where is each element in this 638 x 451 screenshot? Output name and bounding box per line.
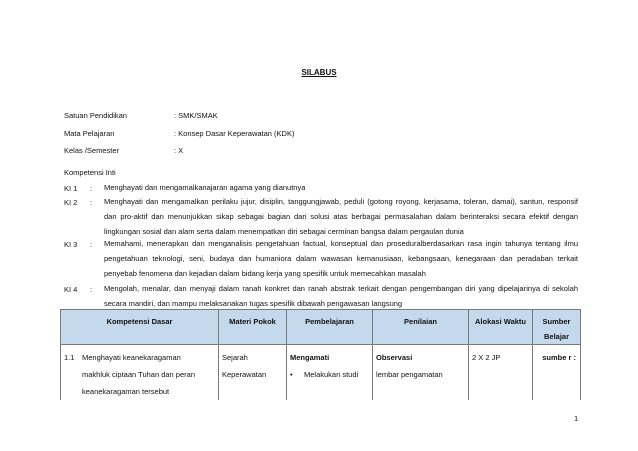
pembelajaran-list-item <box>290 366 369 383</box>
header-materi-pokok: Materi Pokok <box>219 310 287 345</box>
materi-text: Sejarah Keperawatan <box>222 353 267 379</box>
cell-materi-pokok <box>219 345 287 401</box>
ki-colon: : <box>90 285 93 294</box>
header-pembelajaran: Pembelajaran <box>287 310 373 345</box>
meta-value: : SMK/SMAK <box>174 111 218 120</box>
header-kompetensi-dasar: Kompetensi Dasar <box>61 310 219 345</box>
meta-label: Kelas /Semester <box>64 146 120 155</box>
document-title: SILABUS <box>301 68 337 77</box>
table-row <box>61 345 581 401</box>
bullet-icon: • <box>290 370 293 379</box>
meta-value: : X <box>174 146 184 155</box>
silabus-table <box>60 309 581 400</box>
penilaian-item-text: lembar pengamatan <box>376 370 443 379</box>
sumber-text: sumbe r : <box>542 353 576 362</box>
ki-code: KI 4 <box>64 285 78 294</box>
ki-colon: : <box>90 198 93 207</box>
ki-colon: : <box>90 184 93 193</box>
meta-value: : Konsep Dasar Keperawatan (KDK) <box>174 129 295 138</box>
header-sumber-belajar: Sumber Belajar <box>533 310 581 345</box>
ki-text: Menghayati dan mengamalkanajaran agama yang dianutnya <box>104 183 306 192</box>
pembelajaran-heading: Mengamati <box>290 353 330 362</box>
kd-number: 1.1 <box>64 353 75 362</box>
page-number: 1 <box>574 414 579 423</box>
meta-label: Satuan Pendidikan <box>64 111 127 120</box>
ki-code: KI 2 <box>64 198 78 207</box>
header-alokasi-waktu: Alokasi Waktu <box>469 310 533 345</box>
meta-label: Mata Pelajaran <box>64 129 115 138</box>
cell-sumber-belajar <box>533 345 581 401</box>
kd-text: Menghayati keanekaragaman makhluk ciptaan Tuhan dan peran keanekaragaman tersebut <box>82 353 195 396</box>
ki-text: Mengolah, menalar, dan menyaji dalam ranah konkret dan ranah abstrak terkait dengan pengembangan diri yang dipelajarinya di sekolah secara mandiri, dan mampu melaksanakan tugas spesifik dibawah pengawasan langsung <box>104 284 578 308</box>
ki-code: KI 3 <box>64 240 78 249</box>
penilaian-heading: Observasi <box>376 353 413 362</box>
ki-code: KI 1 <box>64 184 78 193</box>
ki-text: Memahami, menerapkan dan menganalisis pengetahuan factual, konseptual dan proseduralberdasarkan rasa ingin tahunya tentang ilmu pengetahuan teknologi, seni, budaya dan humaniora dalam wawasan kemanusiaan, kebangsaan, kenegaraan dan peradaban terkait penyebab fenomena dan kejadian dalam bidang kerja yang spesifik untuk memecahkan masalah <box>104 239 578 278</box>
cell-alokasi-waktu: 2 X 2 JP <box>469 345 533 401</box>
ki-item-3 <box>64 240 578 286</box>
header-penilaian: Penilaian <box>373 310 469 345</box>
ki-colon: : <box>90 240 93 249</box>
table-header-row <box>61 310 581 345</box>
ki-heading: Kompetensi Inti <box>64 168 116 177</box>
cell-pembelajaran <box>287 345 373 401</box>
ki-text: Menghayati dan mengamalkan perilaku jujur, disiplin, tanggungjawab, peduli (gotong royong, kerjasama, toleran, damai), santun, responsif dan pro-aktif dan menunjukkan sikap sebagai bagian dari solusi atas berbagai permasalahan dalam berinteraksi secara efektif dengan lingkungan sosial dan alam serta dalam menempatkan diri sebagai cerminan bangsa dalam pergaulan dunia <box>104 197 578 236</box>
pembelajaran-item-text: Melakukan studi <box>304 370 359 379</box>
cell-penilaian <box>373 345 469 401</box>
cell-kompetensi-dasar <box>61 345 219 401</box>
